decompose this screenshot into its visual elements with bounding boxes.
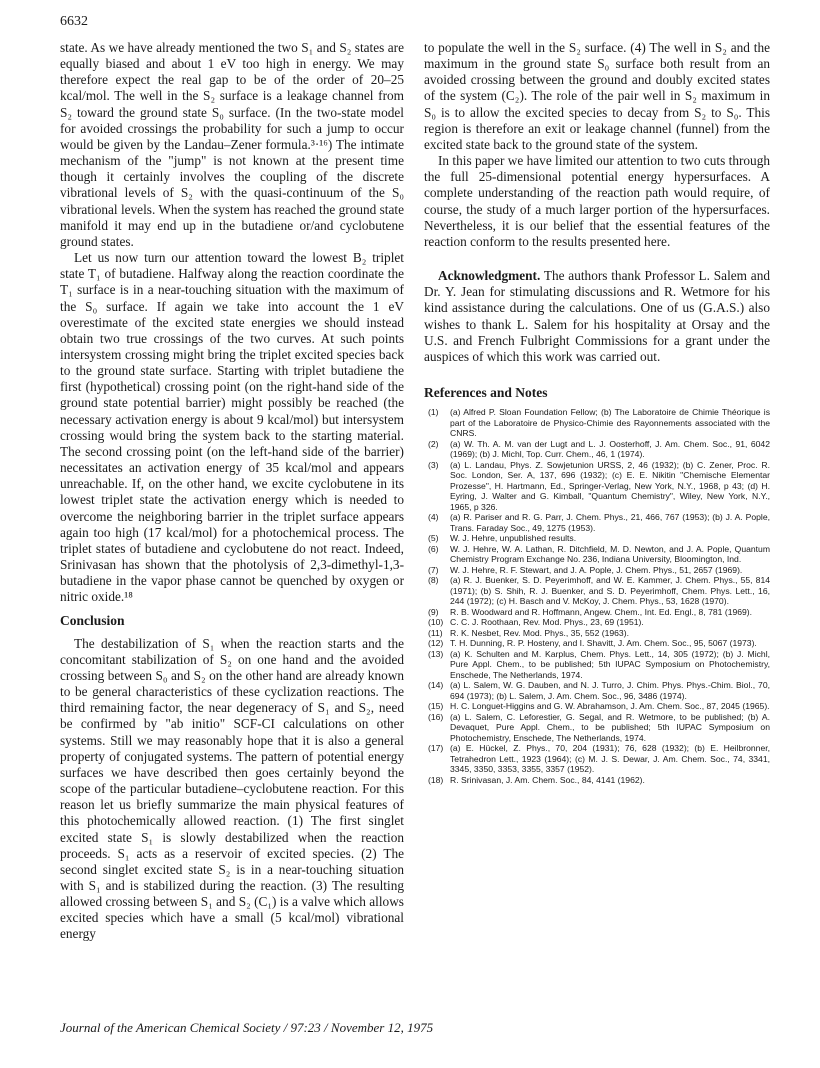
reference-item bbox=[424, 628, 770, 639]
reference-number: (5) bbox=[428, 533, 439, 544]
reference-number: (17) bbox=[428, 743, 444, 754]
journal-footer: Journal of the American Chemical Society / 97:23 / November 12, 1975 bbox=[60, 1020, 434, 1035]
reference-item bbox=[424, 533, 770, 544]
reference-number: (7) bbox=[428, 564, 439, 575]
body-paragraph: state. As we have already mentioned the two S₁ and S₂ states are equally biased and about 1 eV too high in energy. We may therefore expect the real gap to be of the order of 20–25 kcal/mol. The well in the S₂ surface is a leakage channel from S₂ toward the ground state S₀ surface. (In the two-state model for avoided crossings the probability for such a jump to occur would be given by the Landau–Zener formula.³·¹⁶) The intimate mechanism of the "jump" is not known at the present time though it certainly involves the coupling of the discrete vibrational levels of S₂ with the quasi-continuum of the S₀ vibrational levels. When the system has reached the ground state manifold it may end up in the butadiene or/and cyclobutene ground states. bbox=[60, 40, 404, 249]
left-column bbox=[60, 40, 404, 943]
reference-item bbox=[424, 460, 770, 513]
reference-item bbox=[424, 701, 770, 712]
reference-text: (a) R. Pariser and R. G. Parr, J. Chem. Phys., 21, 466, 767 (1953); (b) J. A. Pople, Trans. Faraday Soc., 49, 1275 (1953). bbox=[450, 512, 770, 533]
acknowledgment-text: The authors thank Professor L. Salem and Dr. Y. Jean for stimulating discussions and R. Wetmore for his kind assistance during the calculations. One of us (G.A.S.) also wishes to thank L. Salem for his hospitality at Orsay and the U.S. and French Fulbright Commissions for a grant under the auspices of which this work was carried out. bbox=[424, 268, 770, 364]
body-paragraph: The destabilization of S₁ when the reaction starts and the concomitant stabilization of S₂ on one hand and the avoided crossing between S₀ and S₂ on the other hand are already known to be general characteristics of these cyclization reactions. The third remaining factor, the near degeneracy of S₁ and S₂, need be confirmed by "ab initio" SCF-CI calculations on other systems. Still we may reasonably hope that it is also a general property of conjugated systems. The pattern of potential energy surfaces we have described then goes certainly beyond the scope of the particular butadiene–cyclobutene reaction. For this reason let us briefly summarize the main physical features of this photochemically allowed reaction. (1) The first singlet excited state S₁ is slowly destabilized when the reaction proceeds. S₁ acts as a reservoir of excited species. (2) The second singlet excited state S₂ is in a near-touching situation with S₁ and is stabilized during the reaction. (3) The resulting allowed crossing between S₁ and S₂ (C₁) is a valve which allows excited species which have a small (5 kcal/mol) vibrational energy bbox=[60, 635, 404, 942]
reference-text: (a) K. Schulten and M. Karplus, Chem. Phys. Lett., 14, 305 (1972); (b) J. Michl, Pure Appl. Chem., to be published; 5th IUPAC Symposium on Photochemistry, Enschede, The Netherlands, 1974. bbox=[450, 648, 770, 680]
reference-item bbox=[424, 607, 770, 618]
reference-text: (a) L. Landau, Phys. Z. Sowjetunion URSS, 2, 46 (1932); (b) C. Zener, Proc. R. Soc. London, Ser. A, 137, 696 (1932); (c) E. E. Nikitin "Chemische Elementar Prozesse", H. Hartmann, Ed., Springer-Verlag, New York, N.Y., 1968, p 43; (d) H. Eyring, J. Walter and G. Kimball, "Quantum Chemistry", Wiley, New York, N.Y., 1965, p 326. bbox=[450, 459, 770, 512]
reference-number: (3) bbox=[428, 459, 439, 470]
reference-item bbox=[424, 775, 770, 786]
reference-item bbox=[424, 638, 770, 649]
reference-number: (1) bbox=[428, 407, 439, 418]
reference-text: W. J. Hehre, unpublished results. bbox=[450, 533, 577, 544]
reference-item bbox=[424, 680, 770, 701]
reference-item bbox=[424, 512, 770, 533]
body-paragraph: Let us now turn our attention toward the lowest B₂ triplet state T₁ of butadiene. Halfway along the reaction coordinate the T₁ surface is in a near-touching situation with the maximum of the S₀ surface. If again we take into account the 1 eV overestimate of the excited state energies we should instead obtain two true crossings of the two curves. At such points intersystem crossing might bring the triplet excited species back to the ground state surface. Starting with triplet butadiene the first (hypothetical) crossing point (on the right-hand side of the ground state potential barrier) might possibly be reached (the necessary activation energy is about 9 kcal/mol) but intersystem crossing would bring the system back to the starting material. The second crossing point (on the left-hand side of the barrier) necessitates an activation energy of 35 kcal/mol and appears unreachable. If, on the other hand, we excite cyclobutene in its lowest triplet state the activation energy which is needed to overcome the neighboring barrier in the triplet surface appears again too high (17 kcal/mol) for a photochemical process. The triplet states of butadiene and cyclobutene do not react. Indeed, Srinivasan has shown that the photolysis of 2,3-dimethyl-1,3-butadiene in the vapor phase cannot be quenched by oxygen or nitric oxide.¹⁸ bbox=[60, 250, 404, 605]
reference-number: (12) bbox=[428, 638, 444, 649]
reference-number: (11) bbox=[428, 627, 443, 638]
page-number: 6632 bbox=[60, 14, 88, 29]
reference-item bbox=[424, 575, 770, 607]
reference-text: T. H. Dunning, R. P. Hosteny, and I. Shavitt, J. Am. Chem. Soc., 95, 5067 (1973). bbox=[450, 638, 757, 649]
reference-number: (18) bbox=[428, 774, 444, 785]
acknowledgment-label: Acknowledgment. bbox=[438, 268, 541, 284]
section-heading-conclusion: Conclusion bbox=[60, 613, 125, 629]
reference-text: (a) E. Hückel, Z. Phys., 70, 204 (1931); 76, 628 (1932); (b) E. Heilbronner, Tetrahedron Lett., 1923 (1964); (c) M. J. S. Dewar, J. Am. Chem. Soc., 74, 3341, 3345, 3350, 3353, 3355, 3357 (1952). bbox=[450, 743, 770, 775]
right-column bbox=[424, 40, 770, 785]
reference-number: (2) bbox=[428, 438, 439, 449]
body-paragraph: In this paper we have limited our attention to two cuts through the full 25-dimensional potential energy hypersurfaces. A complete understanding of the reaction path would require, of course, the study of a much larger portion of the hypersurfaces. Nevertheless, it is our belief that the essential features of the reaction conform to the results presented here. bbox=[424, 153, 770, 249]
reference-text: (a) Alfred P. Sloan Foundation Fellow; (b) The Laboratoire de Chimie Théorique is part of the Laboratoire de Physico-Chimie des Rayonnements associated with the CNRS. bbox=[450, 407, 770, 439]
reference-text: W. J. Hehre, W. A. Lathan, R. Ditchfield, M. D. Newton, and J. A. Pople, Quantum Chemistry Program Exchange No. 236, Indiana University, Bloomington, Ind. bbox=[450, 543, 770, 565]
reference-text: C. C. J. Roothaan, Rev. Mod. Phys., 23, 69 (1951). bbox=[450, 617, 644, 628]
reference-text: R. Srinivasan, J. Am. Chem. Soc., 84, 4141 (1962). bbox=[450, 774, 645, 785]
reference-number: (14) bbox=[428, 680, 444, 691]
reference-number: (4) bbox=[428, 512, 439, 523]
reference-item bbox=[424, 712, 770, 744]
reference-number: (13) bbox=[428, 648, 444, 659]
reference-number: (8) bbox=[428, 575, 439, 586]
body-paragraph: to populate the well in the S₂ surface. (4) The well in S₂ and the maximum in the ground state S₀ surface both result from an avoided crossing between the ground and doubly excited states of the system (C₂). The role of the pair well in S₂ maximum in S₀ is to allow the excited species to decay from S₂ to S₀. This region is therefore an exit or leakage channel (funnel) from the excited state back to the ground state of the system. bbox=[424, 40, 770, 152]
reference-number: (9) bbox=[428, 606, 439, 617]
reference-text: R. B. Woodward and R. Hoffmann, Angew. Chem., Int. Ed. Engl., 8, 781 (1969). bbox=[450, 606, 753, 617]
reference-text: (a) L. Salem, W. G. Dauben, and N. J. Turro, J. Chim. Phys. Phys.-Chim. Biol., 70, 694 (1973); (b) L. Salem, J. Am. Chem. Soc., 96, 3486 (1974). bbox=[450, 680, 770, 701]
reference-text: R. K. Nesbet, Rev. Mod. Phys., 35, 552 (1963). bbox=[450, 627, 629, 638]
reference-item bbox=[424, 649, 770, 681]
reference-item bbox=[424, 407, 770, 439]
acknowledgment-paragraph bbox=[424, 268, 770, 365]
reference-text: (a) L. Salem, C. Leforestier, G. Segal, and R. Wetmore, to be published; (b) A. Devaquet, Pure Appl. Chem., to be published; 5th IUPAC Symposium on Photochemistry, Enschede, The Netherlands, 1974. bbox=[450, 711, 770, 743]
reference-number: (6) bbox=[428, 543, 439, 554]
reference-text: (a) R. J. Buenker, S. D. Peyerimhoff, and W. E. Kammer, J. Chem. Phys., 55, 814 (1971); (b) S. Shih, R. J. Buenker, and S. D. Peyerimhoff, Chem. Phys. Lett., 16, 244 (1972); (c) H. Basch and V. McKoy, J. Chem. Phys., 53, 1628 (1970). bbox=[450, 575, 770, 607]
reference-item bbox=[424, 617, 770, 628]
reference-text: (a) W. Th. A. M. van der Lugt and L. J. Oosterhoff, J. Am. Chem. Soc., 91, 6042 (1969); (b) J. Michl, Top. Curr. Chem., 46, 1 (1974). bbox=[450, 438, 770, 460]
reference-number: (10) bbox=[428, 617, 444, 628]
reference-text: W. J. Hehre, R. F. Stewart, and J. A. Pople, J. Chem. Phys., 51, 2657 (1969). bbox=[450, 564, 743, 575]
reference-item bbox=[424, 544, 770, 565]
reference-item bbox=[424, 743, 770, 775]
reference-item bbox=[424, 439, 770, 460]
references-heading: References and Notes bbox=[424, 384, 548, 400]
reference-number: (16) bbox=[428, 711, 444, 722]
reference-number: (15) bbox=[428, 701, 444, 712]
references-list bbox=[424, 407, 770, 785]
reference-text: H. C. Longuet-Higgins and G. W. Abrahamson, J. Am. Chem. Soc., 87, 2045 (1965). bbox=[450, 701, 770, 712]
reference-item bbox=[424, 565, 770, 576]
